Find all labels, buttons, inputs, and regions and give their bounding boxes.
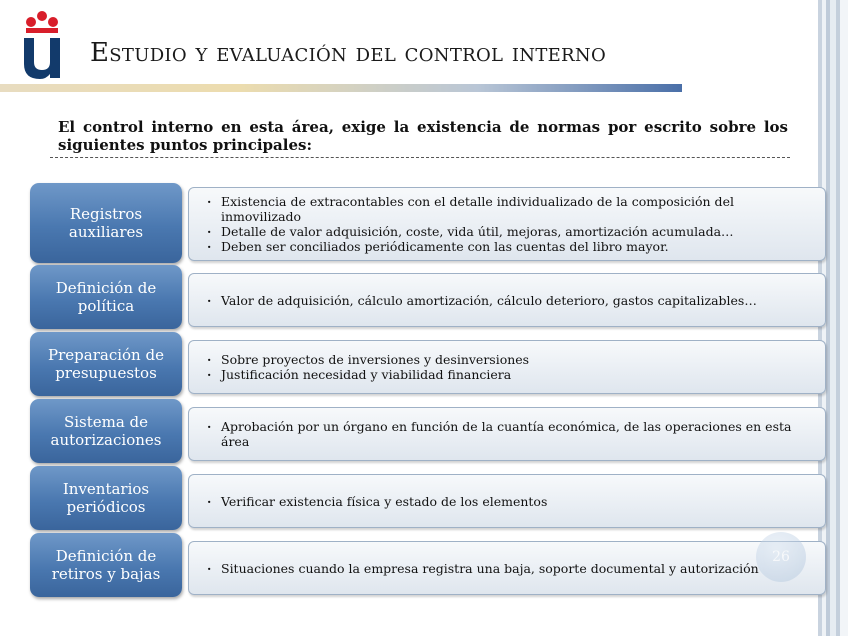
row-label: Definición de retiros y bajas [30,533,182,597]
title-initial: E [90,38,110,68]
page-title [90,38,606,68]
title-underline [0,84,682,92]
university-logo [20,8,64,80]
list-item: · Detalle de valor adquisición, coste, vida útil, mejoras, amortización acumulada… [207,224,815,239]
list-item: · Deben ser conciliados periódicamente con las cuentas del libro mayor. [207,239,815,254]
row-content [188,407,826,461]
row-content [188,273,826,327]
row-content [188,541,826,595]
row-label: Definición de política [30,265,182,329]
title-rest: studio y evaluación del control interno [109,38,607,68]
page-number: 26 [756,532,806,582]
list-item: · Justificación necesidad y viabilidad financiera [207,367,529,382]
row-content [188,187,826,261]
row-label: Inventarios periódicos [30,466,182,530]
intro-text: El control interno en esta área, exige la existencia de normas por escrito sobre los siguientes puntos principales: [58,118,788,154]
list-item: · Existencia de extracontables con el detalle individualizado de la composición del inmovilizado [207,194,815,224]
list-item: · Verificar existencia física y estado de los elementos [207,494,547,509]
dashed-divider [50,157,790,158]
row-label: Sistema de autorizaciones [30,399,182,463]
row-content [188,340,826,394]
list-item: · Valor de adquisición, cálculo amortización, cálculo deterioro, gastos capitalizables… [207,293,757,308]
row-label: Registros auxiliares [30,183,182,263]
row-content [188,474,826,528]
list-item: · Aprobación por un órgano en función de la cuantía económica, de las operaciones en esta área [207,419,815,449]
list-item: · Situaciones cuando la empresa registra una baja, soporte documental y autorización [207,561,759,576]
list-item: · Sobre proyectos de inversiones y desinversiones [207,352,529,367]
row-label: Preparación de presupuestos [30,332,182,396]
